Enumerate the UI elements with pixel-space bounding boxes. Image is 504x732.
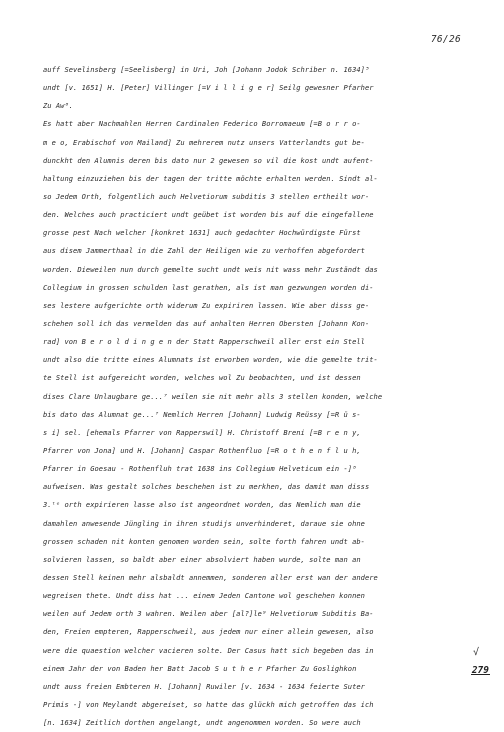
text-line: Zu Aw⁶. [43,101,74,111]
text-line: solvieren lassen, so baldt aber einer absolviert haben wurde, solte man an [43,554,361,564]
text-line: wegreisen thete. Undt diss hat ... einem Jeden Cantone wol geschehen konnen [43,591,365,601]
page-number: 76/26 [430,34,461,45]
text-line: weilen auf Jedem orth 3 wahren. Weilen aber [al?]le⁹ Helvetiorum Subditis Ba- [43,609,374,619]
text-line: Pfarrer von Jona] und H. [Johann] Caspar Rothenfluo [=R o t h e n f l u h, [43,445,361,455]
text-line: ses lestere aufgerichte orth widerum Zu expiriren lassen. Wie aber disss ge- [43,300,370,310]
text-line: rad] von B e r o l d i n g e n der Statt Rapperschweil aller erst ein Stell [43,337,365,347]
text-line: worden. Dieweilen nun durch gemelte sucht undt weis nit wass mehr Zuständt das [43,264,378,274]
text-line: haltung einzuziehen bis der tagen der tritte möchte erhalten werden. Sindt al- [43,173,378,183]
text-line: grossen schaden nit konten genomen worden sein, solte forth fahren undt ab- [43,536,365,546]
text-line: dises Clare Unlaugbare ge...⁷ weilen sie nit mehr alls 3 stellen konden, welche [43,391,383,401]
body-text [43,61,473,732]
text-line: undt also die tritte eines Alumnats ist erworben worden, wie die gemelte trit- [43,355,378,365]
text-line: undt auss freien Embteren H. [Johann] Ruwiler [v. 1634 - 1634 feierte Suter [43,681,365,691]
text-line: den. Welches auch practiciert undt geübet ist worden bis auf die eingefallene [43,210,374,220]
text-line: s i] sel. [ehemals Pfarrer von Rapperswil] H. Christoff Breni [=B r e n y, [43,427,361,437]
text-line: were die quaestion welcher vacieren solte. Der Casus hatt sich begeben das in [43,645,374,655]
text-line: einem Jahr der von Baden her Batt Jacob S u t h e r Pfarher Zu Goslighkon [43,663,357,673]
text-line: aufweisen. Was gestalt solches beschehen ist zu merkhen, das damit man disss [43,482,370,492]
text-line: auff Sevelinsberg [=Seelisberg] in Uri, Joh [Johann Jodok Schriber n. 1634]⁵ [43,65,370,74]
text-line: Primis -] von Meylandt abgereiset, so hatte das glückh mich getroffen das ich [43,699,374,709]
text-line: te Stell ist aufgereicht worden, welches wol Zu beobachten, und ist dessen [43,373,361,383]
text-line: [n. 1634] Zeitlich dorthen angelangt, undt angenommen worden. So were auch [43,718,361,728]
text-line: den, Freien empteren, Rapperschweil, aus jedem nur einer allein gewesen, also [43,627,374,637]
text-line: Es hatt aber Nachmahlen Herren Cardinalen Federico Borromaeum [=B o r r o- [43,119,361,129]
text-line: grosse pest Nach welcher [konkret 1631] auch gedachter Hochwürdigste Fürst [43,228,361,238]
text-line: Collegium in grossen schulden last gerathen, als ist man gezwungen worden di- [43,282,374,292]
text-line: dessen Stell keinen mehr alsbaldt annemmen, sonderen aller erst wan der andere [43,572,378,582]
text-line: 3.ᵗᵉ orth expirieren lasse also ist angeordnet worden, das Nemlich man die [43,500,361,510]
text-line: dunckht den Alumnis deren bis dato nur 2 gewesen so vil die kost undt aufent- [43,155,374,165]
text-line: aus disem Jammerthaal in die Zahl der Heiligen wie zu verhoffen abgefordert [43,246,365,256]
checkmark-icon: √ [472,647,479,658]
text-line: so Jedem Orth, folgentlich auch Helvetiorum subditis 3 stellen ertheilt wor- [43,191,370,201]
text-line: bis dato das Alumnat ge...⁷ Nemlich Herren [Johann] Ludwig Reüssy [=R ü s- [43,409,361,419]
folio-number: 279 [471,665,489,676]
text-line: m e o, Erabischof von Mailand] Zu mehrerem nutz unsers Vatterlandts gut be- [43,137,365,147]
text-line: undt [v. 1651] H. [Peter] Villinger [=V i l l i g e r] Seilg gewesner Pfarher [43,83,374,93]
text-line: schehen soll ich das vermelden das auf anhalten Herren Obersten [Johann Kon- [43,318,370,328]
text-line: Pfarrer in Goesau - Rothenfluh trat 1638 ins Collegium Helveticum ein -]⁸ [43,464,357,474]
text-line: damahlen anwesende Jüngling in ihren studijs unverhinderet, daraue sie ohne [43,518,365,528]
